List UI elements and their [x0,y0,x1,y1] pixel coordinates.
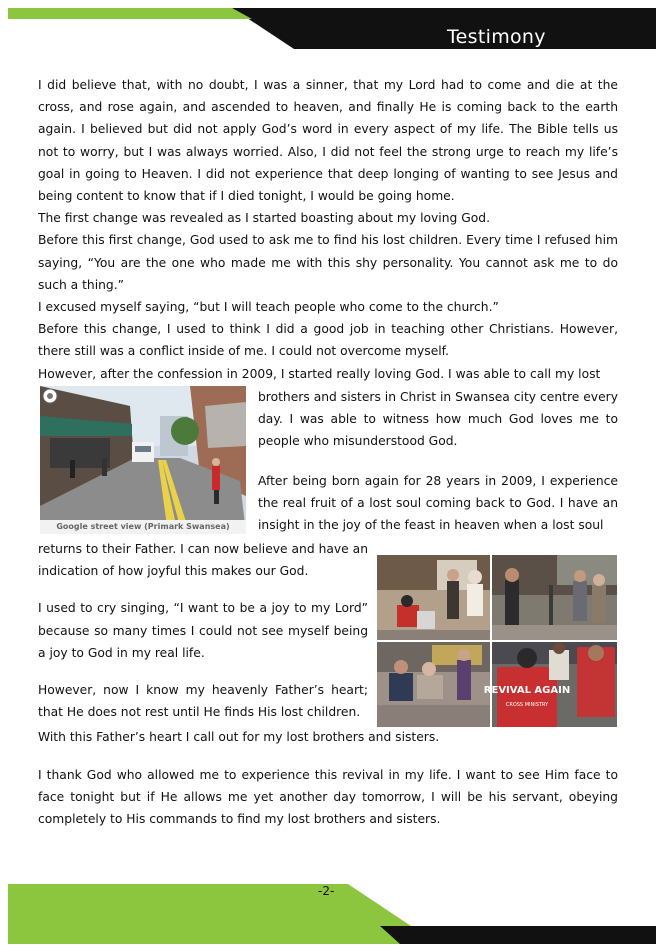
paragraph-excused: I excused myself saying, “but I will teach people who come to the church.” [38,300,499,315]
body-text-beside-photo [258,386,618,453]
paragraph-confession: However, after the confession in 2009, I started really loving God. I was able to call my lost [38,366,601,381]
page-number: -2- [318,884,335,898]
body-text-beside-collage [38,538,368,723]
street-scene-image [40,386,246,534]
paragraph-closing: I thank God who allowed me to experience this revival in my life. I want to see Him face to face tonight but if He allows me yet another day tomorrow, I will be his servant, obeying completely to His commands to find my lost brothers and sisters. [38,768,618,827]
collage-photo-crowd [492,555,617,640]
body-text-call-out [38,726,618,748]
collage-banner-sub: CROSS MINISTRY [505,702,549,708]
collage-banner-text: REVIVAL AGAIN [483,685,571,696]
outreach-collage-image [377,555,617,727]
paragraph-teaching: Before this change, I used to think I did a good job in teaching other Christians. However, there still was a conflict inside of me. I could not overcome myself. [38,322,618,359]
street-view-caption: Google street view (Primark Swansea) [40,520,246,534]
collage-photo-revival-shirt [484,642,617,727]
paragraph-swansea: brothers and sisters in Christ in Swansea city centre every day. I was able to witness how much God loves me to people who misunderstood God. [258,390,618,449]
body-text-closing [38,764,618,831]
header-black-band [0,0,664,52]
body-text-born-again [258,470,618,537]
body-text-top [38,74,618,385]
paragraph-before-change: Before this first change, God used to ask me to find his lost children. Every time I refused him saying, “You are the one who made me with this shy personality. You cannot ask me to do such a thing.” [38,233,618,292]
collage-photo-kneeling-prayer [377,642,490,727]
paragraph-born-again: After being born again for 28 years in 2009, I experience the real fruit of a lost soul coming back to God. I have an insight in the joy of the feast in heaven when a lost soul [258,474,618,533]
street-view-photo [40,386,246,534]
paragraph-belief: I did believe that, with no doubt, I was a sinner, that my Lord had to come and die at the cross, and rose again, and ascended to heaven, and finally He is coming back to the earth again. I believed but did not apply God’s word in every aspect of my life. The Bible tells us not to worry, but I was always worried. Also, I did not feel the strong urge to reach my life’s goal in going to Heaven. I did not experience that deep longing of wanting to see Jesus and being content to know that if I died tonight, I would be going home. [38,78,618,204]
collage-photo-prayer-street [377,555,490,640]
paragraph-fathers-heart: However, now I know my heavenly Father’s heart; that He does not rest until He finds His lost children. [38,683,368,720]
page-title: Testimony [447,26,546,48]
paragraph-first-change: The first change was revealed as I started boasting about my loving God. [38,211,491,226]
paragraph-returns: returns to their Father. I can now believe and have an indication of how joyful this makes our God. [38,542,368,579]
paragraph-call-out: With this Father’s heart I call out for my lost brothers and sisters. [38,730,440,744]
outreach-collage [377,555,617,727]
paragraph-singing: I used to cry singing, “I want to be a joy to my Lord” because so many times I could not see myself being a joy to God in my real life. [38,601,368,660]
